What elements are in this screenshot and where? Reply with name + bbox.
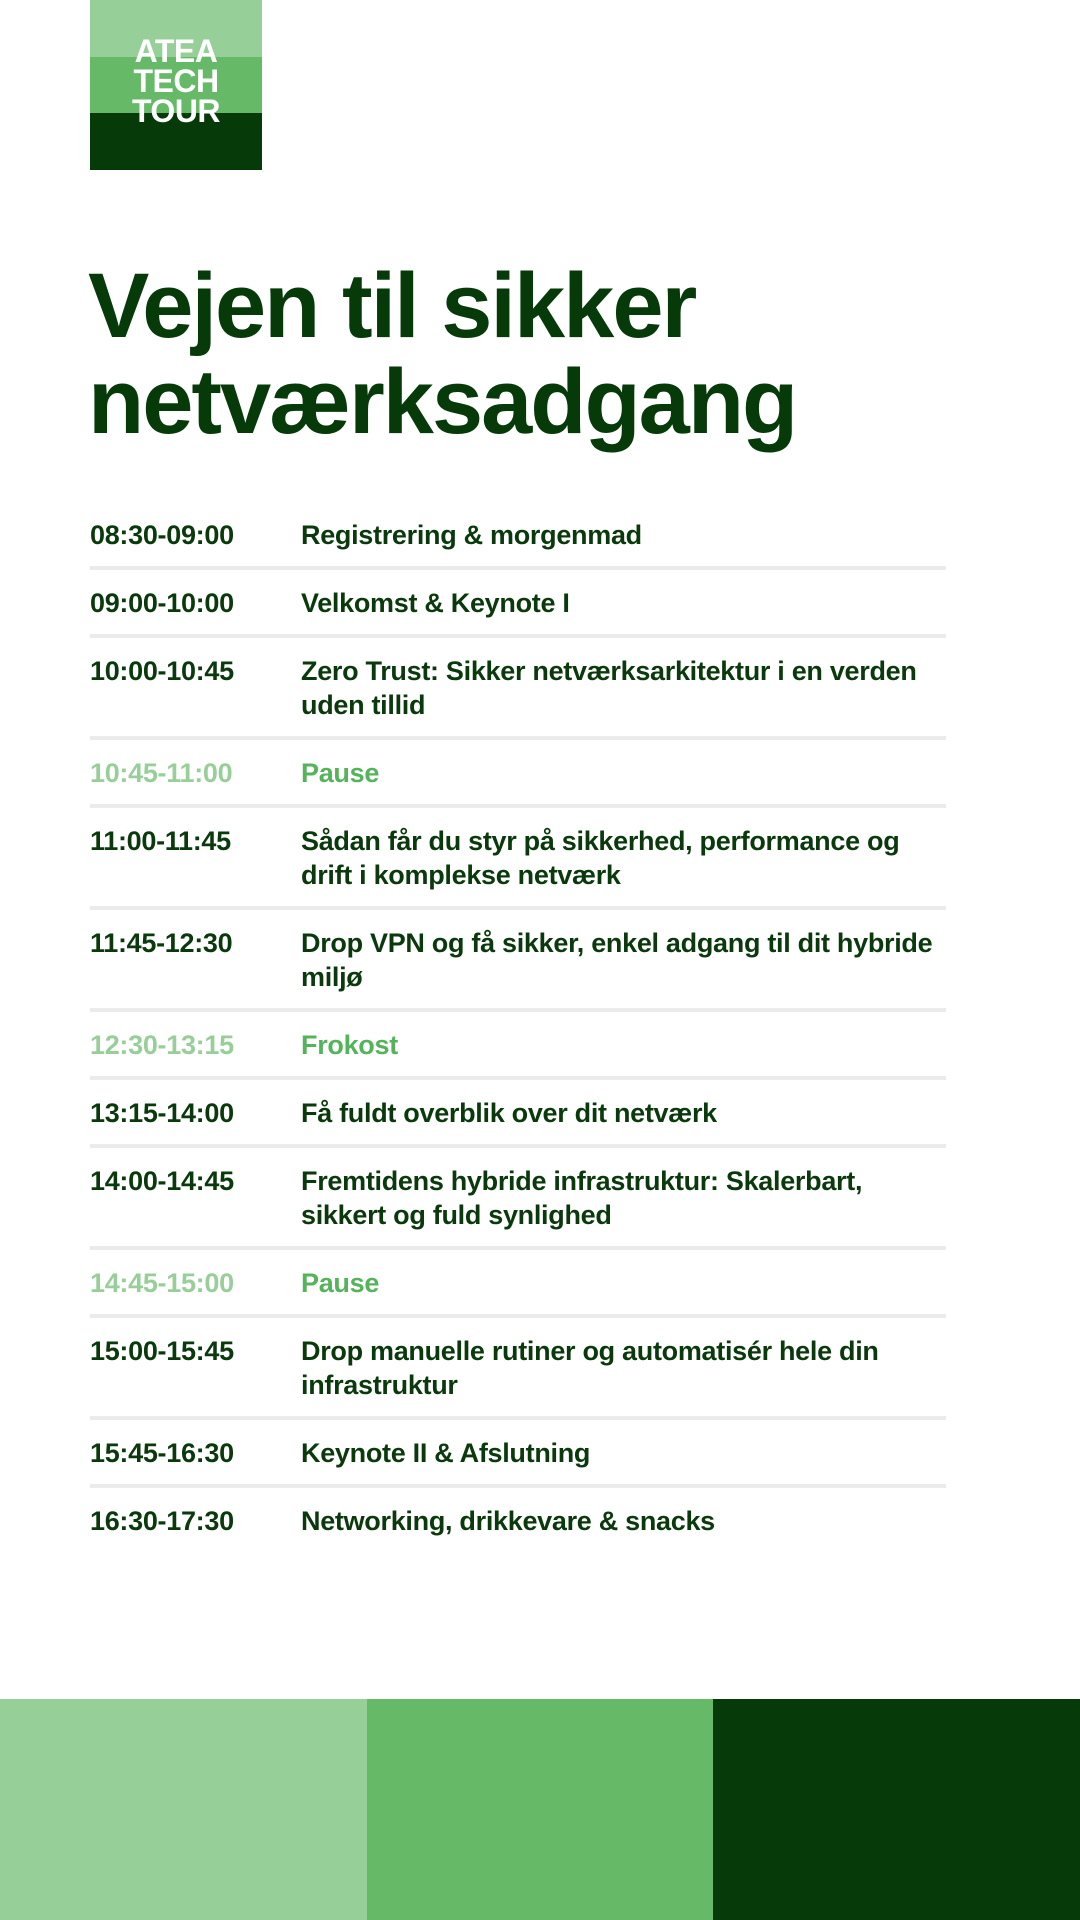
agenda-row xyxy=(90,824,946,910)
footer-color-bar xyxy=(0,1699,1080,1920)
agenda-time: 10:00-10:45 xyxy=(90,656,234,686)
agenda-row xyxy=(90,1504,946,1552)
agenda-title: Drop VPN og få sikker, enkel adgang til dit hybride miljø xyxy=(301,928,933,992)
agenda-title: Frokost xyxy=(301,1030,398,1060)
footer-block-light xyxy=(0,1699,367,1920)
agenda-time: 11:45-12:30 xyxy=(90,928,233,958)
agenda-time: 13:15-14:00 xyxy=(90,1098,234,1128)
page-title xyxy=(88,255,1008,453)
agenda-title: Fremtidens hybride infrastruktur: Skalerbart, sikkert og fuld synlighed xyxy=(301,1166,863,1230)
agenda-time: 09:00-10:00 xyxy=(90,588,234,618)
agenda-row xyxy=(90,586,946,638)
agenda-break-row xyxy=(90,1266,946,1318)
agenda-row xyxy=(90,1096,946,1148)
logo-text xyxy=(90,33,262,129)
agenda-row xyxy=(90,926,946,1012)
agenda-row xyxy=(90,1334,946,1420)
logo-line-3: TOUR xyxy=(131,93,221,129)
agenda-break-row xyxy=(90,756,946,808)
agenda-row xyxy=(90,1164,946,1250)
page-title-line-1: Vejen til sikker xyxy=(88,255,696,357)
agenda-row xyxy=(90,1436,946,1488)
page-title-line-2: netværksadgang xyxy=(88,351,797,453)
agenda-time: 10:45-11:00 xyxy=(90,758,233,788)
agenda-title: Velkomst & Keynote I xyxy=(301,588,570,618)
footer-block-dark xyxy=(713,1699,1080,1920)
agenda-title: Drop manuelle rutiner og automatisér hele din infrastruktur xyxy=(301,1336,879,1400)
agenda-title: Få fuldt overblik over dit netværk xyxy=(301,1098,717,1128)
footer-block-mid xyxy=(367,1699,713,1920)
agenda-title: Keynote II & Afslutning xyxy=(301,1438,591,1468)
agenda-list xyxy=(90,518,946,1568)
agenda-title: Sådan får du styr på sikkerhed, performance og drift i komplekse netværk xyxy=(301,826,900,890)
logo-line-1: ATEA xyxy=(134,33,218,69)
agenda-title: Zero Trust: Sikker netværksarkitektur i en verden uden tillid xyxy=(301,656,917,720)
agenda-time: 11:00-11:45 xyxy=(90,826,231,856)
agenda-time: 14:45-15:00 xyxy=(90,1268,234,1298)
logo-line-2: TECH xyxy=(133,63,219,99)
agenda-title: Networking, drikkevare & snacks xyxy=(301,1506,715,1536)
agenda-row xyxy=(90,654,946,740)
atea-tech-tour-logo xyxy=(90,0,262,170)
agenda-title: Registrering & morgenmad xyxy=(301,520,642,550)
agenda-time: 14:00-14:45 xyxy=(90,1166,234,1196)
agenda-time: 15:00-15:45 xyxy=(90,1336,234,1366)
agenda-row xyxy=(90,518,946,570)
agenda-break-row xyxy=(90,1028,946,1080)
agenda-time: 12:30-13:15 xyxy=(90,1030,234,1060)
agenda-time: 16:30-17:30 xyxy=(90,1506,234,1536)
agenda-title: Pause xyxy=(301,758,380,788)
agenda-time: 15:45-16:30 xyxy=(90,1438,234,1468)
agenda-title: Pause xyxy=(301,1268,380,1298)
agenda-time: 08:30-09:00 xyxy=(90,520,234,550)
